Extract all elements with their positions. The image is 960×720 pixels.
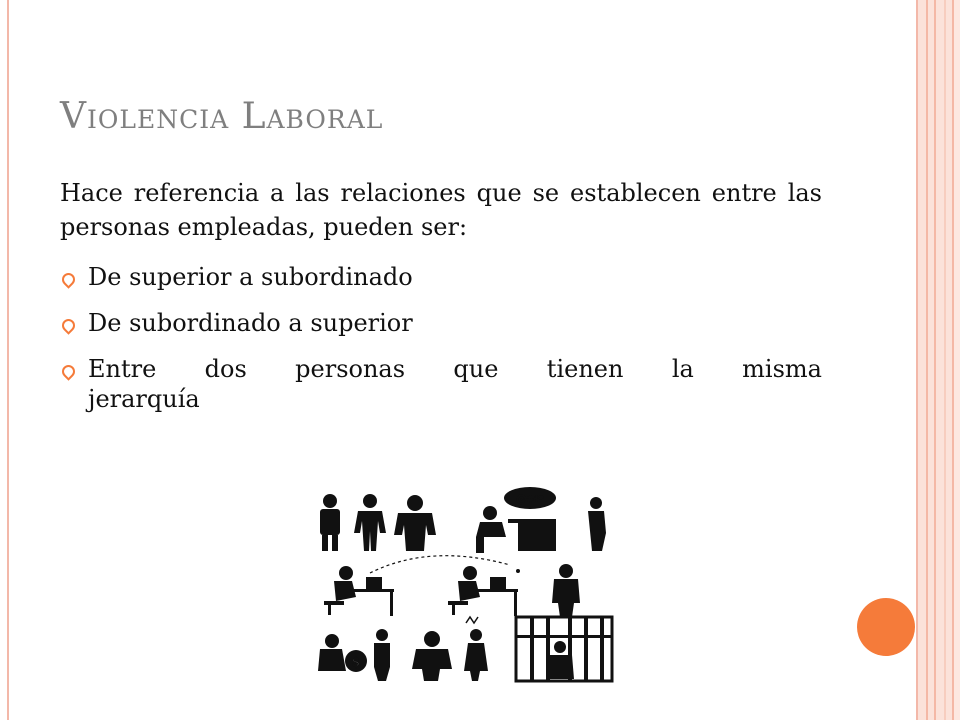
bullet-icon	[59, 362, 77, 380]
bullet-text: Entre dos personas que tienen la misma jerarquía	[88, 355, 822, 413]
bullet-icon	[59, 316, 77, 334]
person-icon	[552, 564, 580, 617]
bullet-item	[60, 308, 822, 338]
money-text: $	[352, 655, 360, 669]
person-icon	[354, 494, 386, 551]
worried-person-icon	[588, 497, 606, 551]
workplace-pictogram-illustration	[310, 485, 620, 685]
person-icon	[394, 495, 436, 551]
speech-bubble-text: @#!*	[516, 494, 544, 505]
bullet-text: De superior a subordinado	[88, 263, 413, 291]
bullet-icon	[59, 270, 77, 288]
boss-at-desk-icon	[476, 487, 556, 553]
bullet-item	[60, 262, 822, 292]
bullet-item	[60, 354, 822, 414]
bribe-money-icon	[318, 629, 390, 681]
decorative-side-stripes	[918, 0, 960, 720]
decorative-orange-circle	[857, 598, 915, 656]
slide-title: Violencia Laboral	[60, 96, 384, 137]
employee-at-computer-icon	[324, 566, 394, 616]
intro-paragraph: Hace referencia a las relaciones que se establecen entre las personas empleadas, pueden ser:	[60, 179, 822, 241]
bullet-text: De subordinado a superior	[88, 309, 413, 337]
harassment-icon	[412, 617, 488, 681]
person-icon	[320, 494, 340, 551]
jail-icon	[516, 617, 612, 681]
bullet-list	[60, 262, 822, 430]
employee-at-computer-icon	[448, 566, 518, 616]
